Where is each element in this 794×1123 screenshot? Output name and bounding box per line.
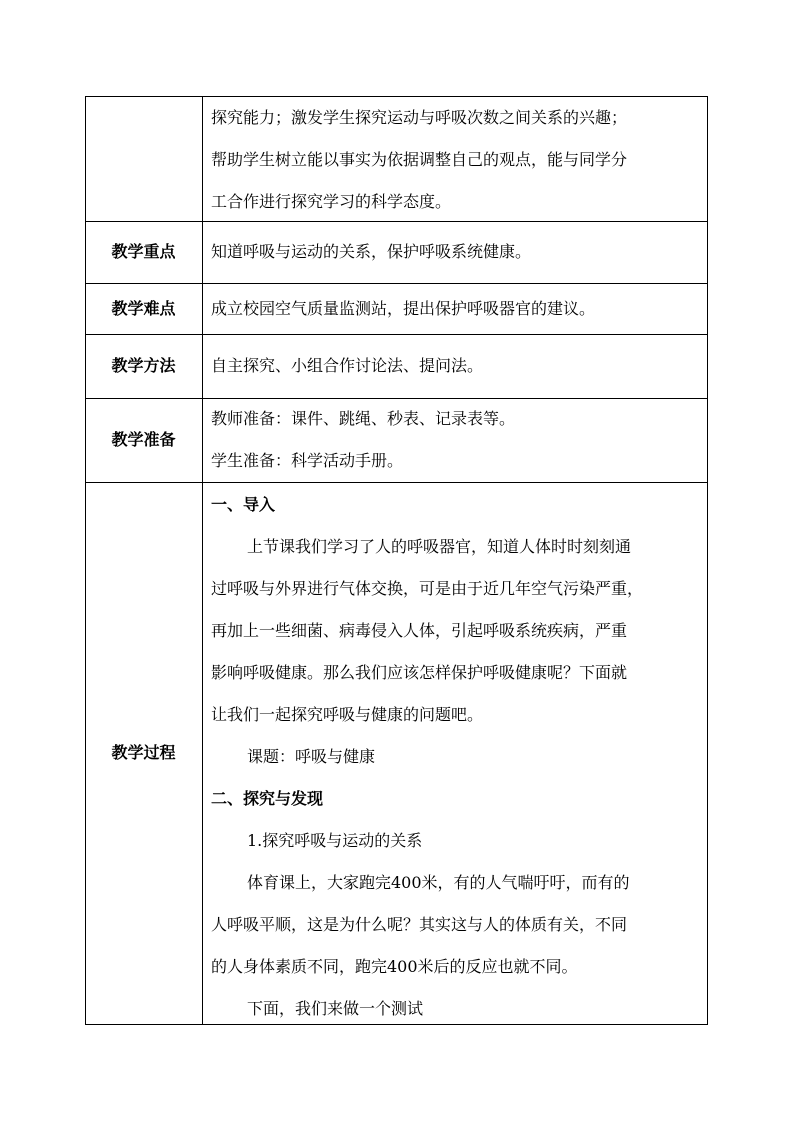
text-line: 自主探究、小组合作讨论法、提问法。 [211, 356, 484, 375]
text-line: 让我们一起探究呼吸与健康的问题吧。 [211, 705, 484, 724]
section-heading: 一、导入 [211, 495, 276, 514]
table-divider [85, 482, 708, 483]
text-line: 探究能力；激发学生探究运动与呼吸次数之间关系的兴趣； [211, 108, 628, 127]
row-label-difficulties: 教学难点 [111, 299, 176, 318]
table-divider [85, 283, 708, 284]
text-line: 帮助学生树立能以事实为依据调整自己的观点，能与同学分 [211, 150, 628, 169]
row-label-preparation: 教学准备 [111, 430, 176, 449]
text-line: 下面，我们来做一个测试 [247, 999, 424, 1018]
text-line: 课题：呼吸与健康 [247, 747, 376, 766]
section-heading: 二、探究与发现 [211, 789, 324, 808]
row-label-methods: 教学方法 [111, 356, 176, 375]
text-line: 影响呼吸健康。那么我们应该怎样保护呼吸健康呢？下面就 [211, 663, 628, 682]
text-line: 过呼吸与外界进行气体交换，可是由于近几年空气污染严重， [211, 579, 644, 598]
methods-cell [211, 345, 701, 387]
table-border-left [85, 96, 86, 1025]
process-cell [211, 484, 701, 1030]
text-line: 成立校园空气质量监测站，提出保护呼吸器官的建议。 [211, 299, 596, 318]
text-line: 上节课我们学习了人的呼吸器官，知道人体时时刻刻通 [247, 537, 632, 556]
text-line: 体育课上，大家跑完400米，有的人气喘吁吁，而有的 [247, 873, 630, 892]
text-line: 工合作进行探究学习的科学态度。 [211, 192, 452, 211]
row-label-process: 教学过程 [111, 743, 176, 762]
text-line: 人呼吸平顺，这是为什么呢？其实这与人的体质有关，不同 [211, 915, 628, 934]
table-divider [85, 334, 708, 335]
objectives-continued-cell [211, 97, 701, 223]
preparation-cell [211, 398, 701, 482]
difficulties-cell [211, 288, 701, 330]
row-label-key-points: 教学重点 [111, 242, 176, 261]
text-line: 知道呼吸与运动的关系，保护呼吸系统健康。 [211, 242, 532, 261]
text-line: 教师准备：课件、跳绳、秒表、记录表等。 [211, 409, 516, 428]
text-line: 学生准备：科学活动手册。 [211, 451, 404, 470]
key-points-cell [211, 231, 701, 273]
text-line: 1.探究呼吸与运动的关系 [247, 831, 423, 850]
table-border-right [707, 96, 708, 1025]
text-line: 再加上一些细菌、病毒侵入人体，引起呼吸系统疾病，严重 [211, 621, 628, 640]
table-column-divider [202, 96, 203, 1025]
lesson-plan-table [85, 96, 708, 1025]
text-line: 的人身体素质不同，跑完400米后的反应也就不同。 [211, 957, 578, 976]
